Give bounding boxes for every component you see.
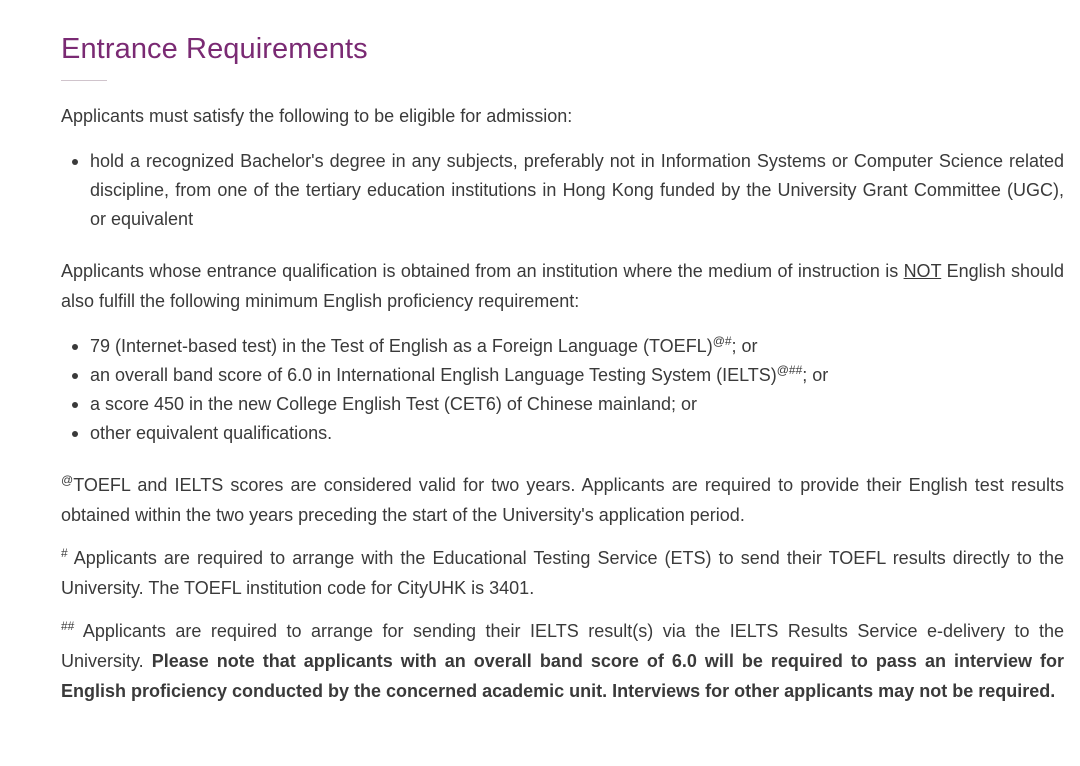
degree-requirement-text: hold a recognized Bachelor's degree in any subjects, preferably not in Information Systems or Computer Science related discipline, from one of the tertiary education institutions in Hong Kong funded by the University Grant Committee (UGC), or equivalent bbox=[90, 151, 1064, 229]
validity-note bbox=[61, 470, 1064, 530]
list-item-tail: ; or bbox=[802, 365, 829, 385]
english-intro-before: Applicants whose entrance qualification is obtained from an institution where the medium of instruction is bbox=[61, 261, 904, 281]
footnote-mark: @ bbox=[61, 473, 74, 487]
english-requirements-list bbox=[61, 332, 1064, 448]
list-item-text: an overall band score of 6.0 in International English Language Testing System (IELTS) bbox=[90, 365, 777, 385]
list-item bbox=[61, 332, 1064, 361]
degree-requirement-item bbox=[61, 147, 1064, 234]
list-item-text: a score 450 in the new College English Test (CET6) of Chinese mainland; or bbox=[90, 394, 697, 414]
title-divider bbox=[61, 80, 107, 81]
list-item bbox=[61, 419, 1064, 448]
footnote-mark: @# bbox=[712, 334, 732, 348]
degree-requirements-list bbox=[61, 147, 1064, 234]
intro-text: Applicants must satisfy the following to be eligible for admission: bbox=[61, 106, 573, 126]
list-item bbox=[61, 361, 1064, 390]
list-item-tail: ; or bbox=[731, 336, 758, 356]
validity-note-text: TOEFL and IELTS scores are considered valid for two years. Applicants are required to provide their English test results obtained within the two years preceding the start of the University's application period. bbox=[61, 475, 1064, 525]
list-item bbox=[61, 390, 1064, 419]
toefl-note-text: Applicants are required to arrange with the Educational Testing Service (ETS) to send their TOEFL results directly to the University. The TOEFL institution code for CityUHK is 3401. bbox=[61, 548, 1064, 598]
page-title: Entrance Requirements bbox=[61, 33, 368, 65]
ielts-note-bold-text: Please note that applicants with an overall band score of 6.0 will be required to pass an interview for English proficiency conducted by the concerned academic unit. Interviews for other applicants may not be required. bbox=[61, 651, 1064, 701]
english-intro-after: English should also fulfill the following minimum English proficiency requirement: bbox=[61, 261, 1064, 311]
ielts-note-text: Applicants are required to arrange for sending their IELTS result(s) via the IELTS Results Service e-delivery to the University. bbox=[61, 621, 1064, 671]
english-requirement-intro bbox=[61, 256, 1064, 316]
footnote-mark: # bbox=[61, 546, 68, 560]
footnote-mark: @## bbox=[776, 363, 803, 377]
toefl-note bbox=[61, 543, 1064, 603]
not-emphasis: NOT bbox=[903, 261, 942, 281]
list-item-text: other equivalent qualifications. bbox=[90, 423, 333, 443]
list-item-text: 79 (Internet-based test) in the Test of English as a Foreign Language (TOEFL) bbox=[90, 336, 713, 356]
footnote-mark: ## bbox=[61, 619, 75, 633]
ielts-note bbox=[61, 616, 1064, 706]
